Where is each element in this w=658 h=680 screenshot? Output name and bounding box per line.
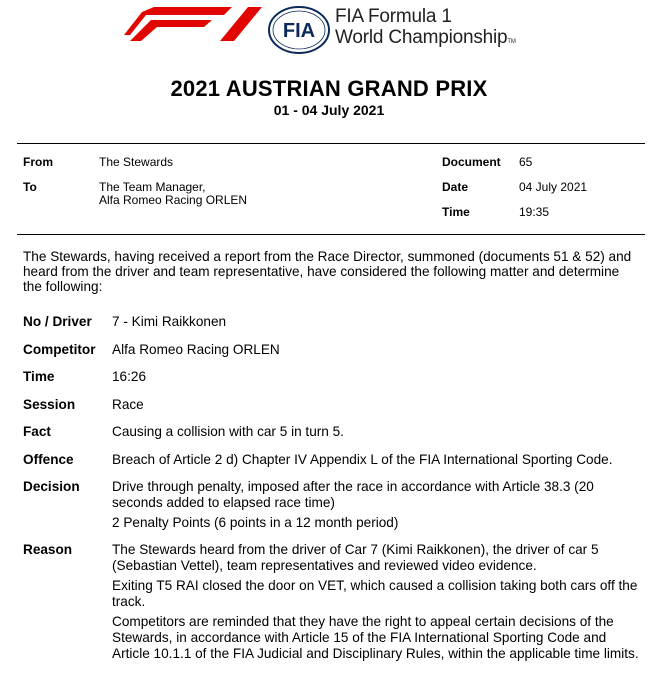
competitor-value: Alfa Romeo Racing ORLEN	[112, 342, 280, 357]
reason-value	[112, 542, 640, 666]
decision-paragraph-1: Drive through penalty, imposed after the race in accordance with Article 38.3 (20 seconds added to elapsed race time)	[112, 479, 594, 510]
fact-label: Fact	[23, 424, 51, 439]
session-value: Race	[112, 397, 144, 412]
reason-paragraph-1: The Stewards heard from the driver of Car 7 (Kimi Raikkonen), the driver of car 5 (Sebastian Vettel), team representatives and reviewed video evidence.	[112, 542, 599, 573]
decision-label: Decision	[23, 479, 80, 494]
competitor-label: Competitor	[23, 342, 96, 357]
reason-paragraph-2: Exiting T5 RAI closed the door on VET, which caused a collision taking both cars off the track.	[112, 578, 638, 609]
time-value: 19:35	[519, 205, 550, 219]
driver-value: 7 - Kimi Raikkonen	[112, 314, 227, 329]
incident-time-label: Time	[23, 369, 55, 384]
driver-label: No / Driver	[23, 314, 92, 329]
document-header	[0, 0, 658, 60]
divider-bottom	[17, 234, 645, 235]
date-value: 04 July 2021	[519, 180, 588, 194]
document-value: 65	[519, 155, 533, 169]
offence-value: Breach of Article 2 d) Chapter IV Appendix L of the FIA International Sporting Code.	[112, 452, 613, 467]
offence-label: Offence	[23, 452, 74, 467]
divider-top	[17, 143, 645, 144]
to-value: The Team Manager, Alfa Romeo Racing ORLEN	[99, 180, 248, 207]
reason-paragraph-3: Competitors are reminded that they have the right to appeal certain decisions of the Stewards, in accordance with Article 15 of the FIA International Sporting Code and Article 10.1.1 of the FIA Judicial and Disciplinary Rules, within the applicable time limits.	[112, 614, 639, 661]
championship-line2: World ChampionshipTM	[335, 27, 516, 48]
championship-line1: FIA Formula 1	[335, 6, 452, 27]
championship-name	[335, 6, 516, 53]
decision-paragraph-2: 2 Penalty Points (6 points in a 12 month period)	[112, 515, 399, 530]
session-label: Session	[23, 397, 76, 412]
event-dates: 01 - 04 July 2021	[273, 102, 385, 118]
f1-logo-lower-stroke	[130, 20, 212, 41]
decision-value	[112, 479, 640, 535]
time-label: Time	[442, 205, 470, 219]
incident-time-value: 16:26	[112, 369, 147, 384]
from-value: The Stewards	[99, 155, 174, 169]
event-title: 2021 AUSTRIAN GRAND PRIX	[170, 76, 488, 101]
trademark: TM	[507, 39, 516, 45]
fia-logo	[268, 6, 330, 54]
fia-logo-text: FIA	[282, 20, 316, 42]
document-label: Document	[442, 155, 501, 169]
intro-paragraph: The Stewards, having received a report from the Race Director, summoned (documents 51 & 52) and heard from the driver and team representative, have considered the following matter and determine the following:	[23, 249, 632, 294]
reason-label: Reason	[23, 542, 73, 557]
from-label: From	[23, 155, 53, 169]
fact-value: Causing a collision with car 5 in turn 5.	[112, 424, 344, 439]
f1-logo	[124, 7, 264, 41]
date-label: Date	[442, 180, 469, 194]
to-label: To	[23, 180, 37, 194]
